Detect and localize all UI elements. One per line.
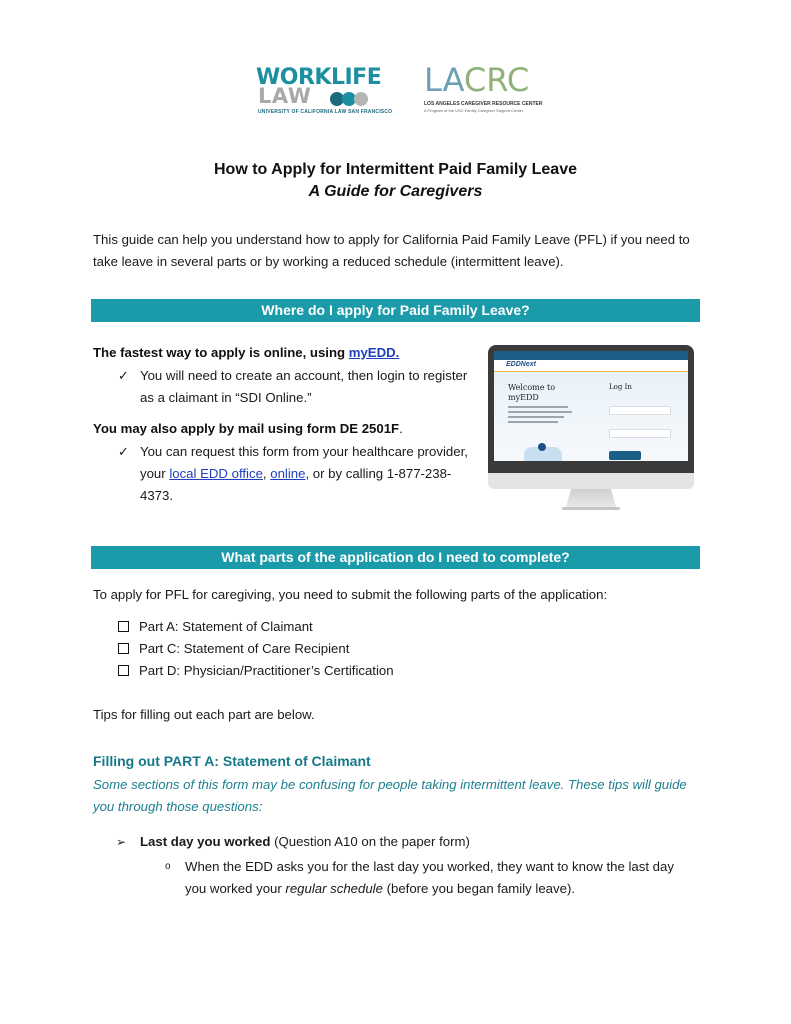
part-item: Part C: Statement of Care Recipient	[118, 641, 349, 656]
part-a-heading: Filling out PART A: Statement of Claimant	[93, 753, 371, 769]
lacrc-logo	[422, 61, 557, 118]
lacrc-wordmark: LACRC	[424, 61, 530, 99]
part-item: Part A: Statement of Claimant	[118, 619, 313, 634]
part-a-intro: Some sections of this form may be confusing for people taking intermittent leave. These tips will guide you through those questions:	[93, 777, 687, 814]
checkbox-icon	[118, 665, 129, 676]
worklife-subtitle: UNIVERSITY OF CALIFORNIA LAW SAN FRANCISCO	[258, 109, 393, 115]
parts-lead: To apply for PFL for caregiving, you need to submit the following parts of the application:	[93, 587, 608, 602]
worklife-wordmark: WORKLIFE	[256, 65, 382, 90]
monitor-base	[562, 507, 620, 510]
last-day-worked-bullet: ➢ Last day you worked (Question A10 on the paper form)	[116, 834, 470, 849]
monitor-chin	[488, 473, 694, 489]
monitor-screen	[494, 351, 688, 461]
checkbox-icon	[118, 621, 129, 632]
screenshot-login-button	[609, 451, 641, 460]
last-day-worked-subbullet: o When the EDD asks you for the last day you worked, they want to know the last day you worked your regular schedule (before you began family leave).	[165, 856, 695, 900]
part-item: Part D: Physician/Practitioner’s Certification	[118, 663, 394, 678]
apply-online-heading: The fastest way to apply is online, using myEDD.	[93, 345, 400, 360]
myedd-link[interactable]: myEDD.	[348, 345, 400, 360]
section-banner-where-to-apply: Where do I apply for Paid Family Leave?	[91, 299, 700, 322]
logo-circles-icon	[330, 92, 374, 106]
screenshot-login-title: Log In	[609, 383, 632, 391]
apply-mail-heading: You may also apply by mail using form DE 2501F.	[93, 421, 403, 436]
online-form-link[interactable]: online	[270, 466, 306, 481]
edd-logo: EDDNext	[506, 361, 536, 368]
arrow-bullet-icon: ➢	[116, 835, 127, 849]
tips-text: Tips for filling out each part are below.	[93, 707, 315, 722]
screenshot-password-field	[609, 429, 671, 438]
checkbox-icon	[118, 643, 129, 654]
screenshot-email-field	[609, 406, 671, 415]
lacrc-tagline: A Program of the USC Family Caregiver Support Center	[424, 108, 524, 113]
intro-paragraph: This guide can help you understand how to apply for California Paid Family Leave (PFL) if you need to take leave in several parts or by working a reduced schedule (intermittent leave).	[93, 232, 690, 269]
header-logos	[254, 61, 554, 118]
online-check-item: ✓ You will need to create an account, then login to register as a claimant in “SDI Online.”	[118, 365, 468, 409]
circle-bullet-icon: o	[165, 861, 171, 872]
checkmark-icon: ✓	[118, 368, 129, 383]
myedd-screenshot-illustration	[488, 345, 694, 513]
monitor-stand	[566, 489, 616, 507]
screenshot-welcome: Welcome to myEDD	[508, 383, 556, 402]
page-subtitle: A Guide for Caregivers	[308, 183, 483, 200]
lacrc-subtitle: LOS ANGELES CAREGIVER RESOURCE CENTER	[424, 101, 543, 107]
worklife-law-logo	[254, 66, 394, 118]
monitor-frame	[488, 345, 694, 473]
checkmark-icon: ✓	[118, 444, 129, 459]
section-banner-parts: What parts of the application do I need to complete?	[91, 546, 700, 569]
local-edd-office-link[interactable]: local EDD office	[169, 466, 263, 481]
mail-check-item: ✓ You can request this form from your healthcare provider, your local EDD office, online, or by calling 1-877-238-4373.	[118, 441, 468, 507]
page-title: How to Apply for Intermittent Paid Family Leave	[213, 161, 577, 178]
law-wordmark: LAW	[258, 84, 312, 108]
